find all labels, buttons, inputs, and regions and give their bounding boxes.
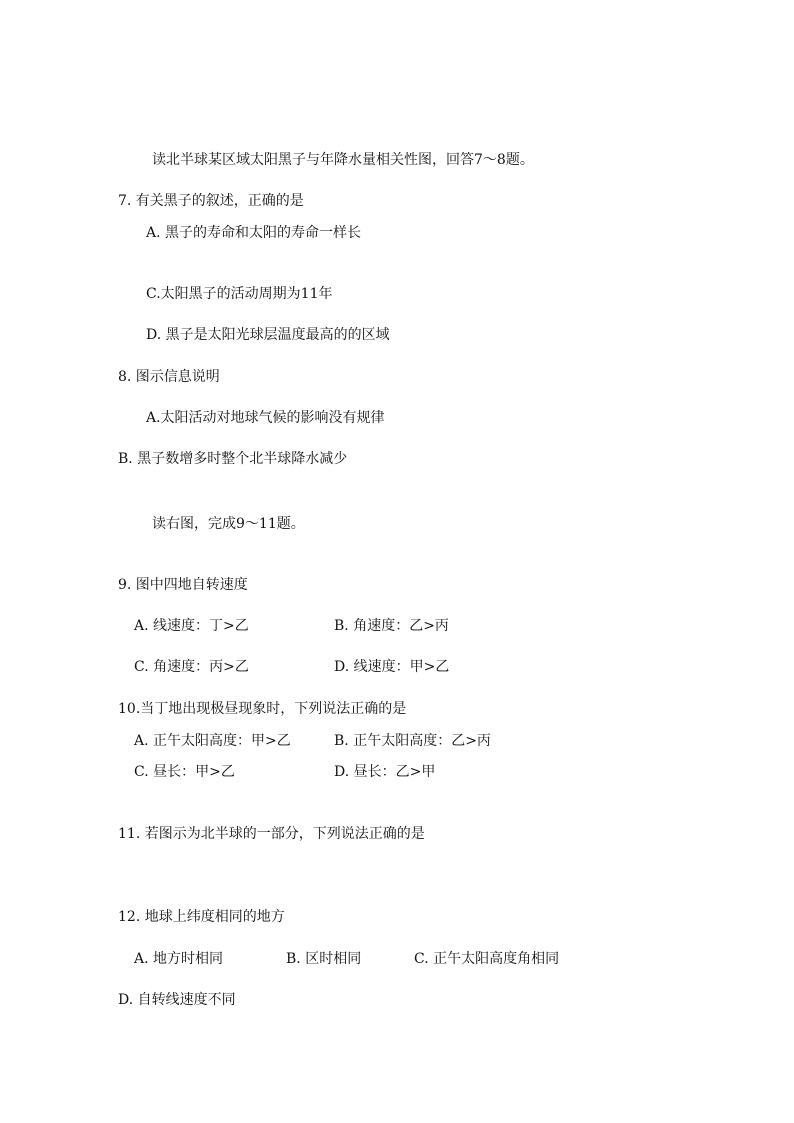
question-10-option-b: B. 正午太阳高度：乙>丙 [334, 733, 491, 749]
question-12-option-d: D. 自转线速度不同 [118, 992, 236, 1008]
question-10-option-c: C. 昼长：甲>乙 [134, 764, 235, 780]
question-9-option-d: D. 线速度：甲>乙 [334, 659, 450, 675]
question-9-stem: 9. 图中四地自转速度 [118, 577, 248, 593]
question-8-option-b: B. 黑子数增多时整个北半球降水减少 [118, 451, 348, 467]
question-12-option-a: A. 地方时相同 [134, 951, 224, 967]
question-7-option-c: C.太阳黑子的活动周期为11年 [146, 286, 333, 302]
question-7-option-a: A. 黑子的寿命和太阳的寿命一样长 [146, 225, 362, 241]
question-7-stem: 7. 有关黑子的叙述，正确的是 [118, 193, 304, 209]
question-9-option-c: C. 角速度：丙>乙 [134, 659, 249, 675]
question-7-option-d: D. 黑子是太阳光球层温度最高的的区域 [146, 327, 390, 343]
question-12-option-b: B. 区时相同 [286, 951, 362, 967]
intro-9-11: 读右图，完成9～11题。 [152, 516, 305, 532]
question-8-stem: 8. 图示信息说明 [118, 369, 220, 385]
question-11-stem: 11. 若图示为北半球的一部分，下列说法正确的是 [118, 826, 425, 842]
question-12-stem: 12. 地球上纬度相同的地方 [118, 909, 285, 925]
question-10-option-a: A. 正午太阳高度：甲>乙 [134, 733, 291, 749]
question-8-option-a: A.太阳活动对地球气候的影响没有规律 [146, 410, 385, 426]
question-12-option-c: C. 正午太阳高度角相同 [414, 951, 560, 967]
intro-7-8: 读北半球某区域太阳黑子与年降水量相关性图，回答7～8题。 [152, 152, 534, 168]
question-9-option-a: A. 线速度：丁>乙 [134, 618, 249, 634]
question-10-option-d: D. 昼长：乙>甲 [334, 764, 436, 780]
question-9-option-b: B. 角速度：乙>丙 [334, 618, 449, 634]
question-10-stem: 10.当丁地出现极昼现象时，下列说法正确的是 [118, 701, 407, 717]
